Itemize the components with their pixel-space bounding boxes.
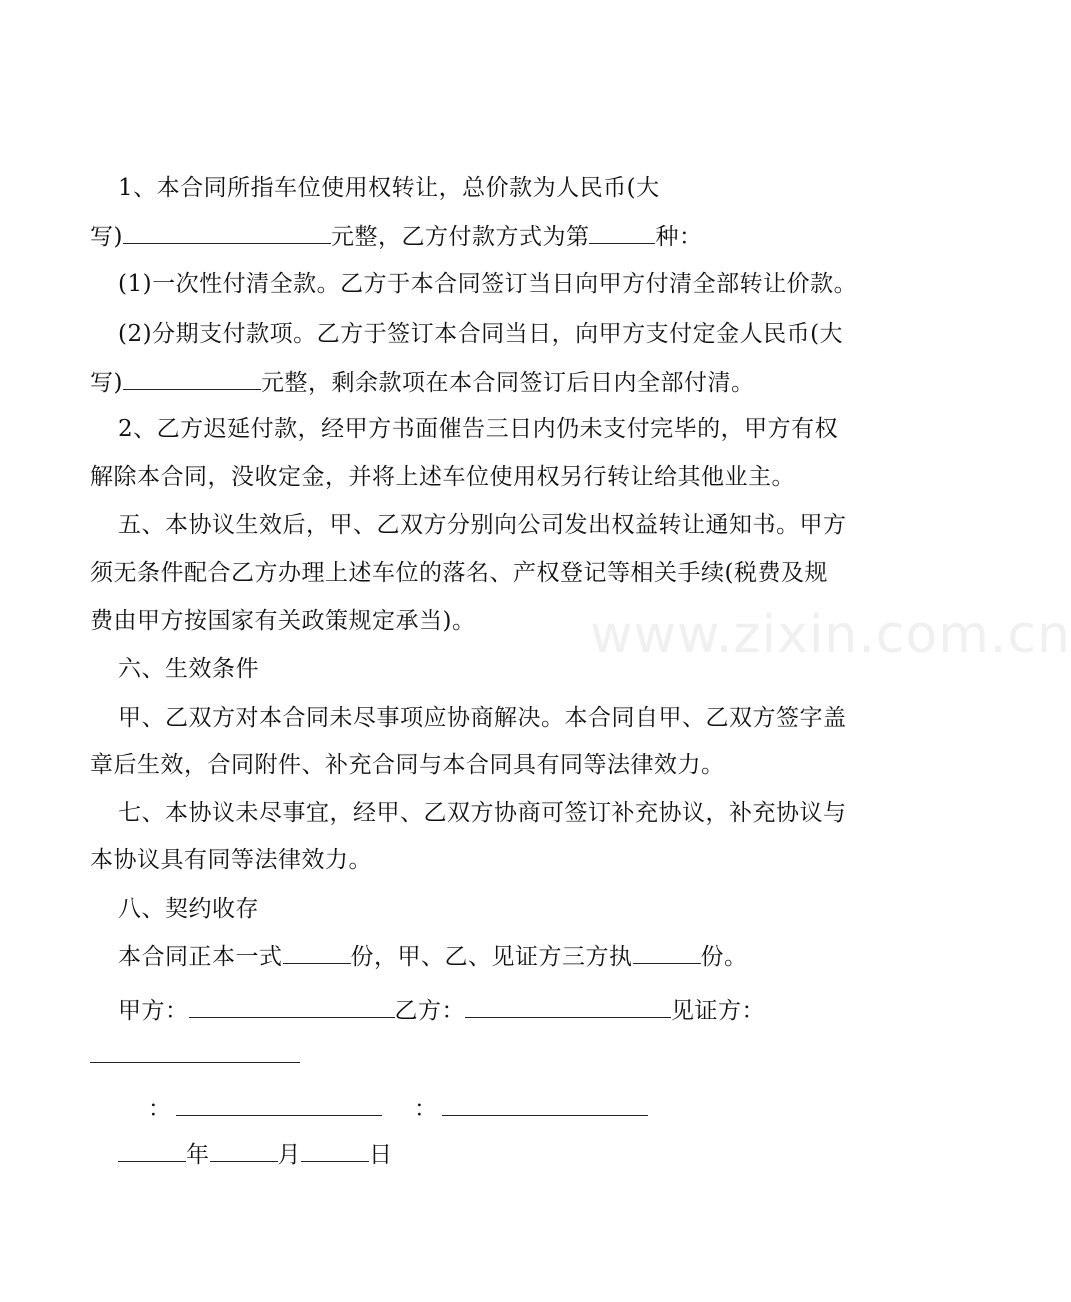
day-label: 日 xyxy=(369,1142,393,1168)
section-8-heading xyxy=(118,894,259,924)
deposit-blank[interactable] xyxy=(123,367,261,390)
month-blank[interactable] xyxy=(210,1139,278,1162)
copies-text-c: 份。 xyxy=(700,944,748,970)
option-1-text: (1)一次性付清全款。乙方于本合同签订当日向甲方付清全部转让价款。 xyxy=(118,271,858,297)
witness-label: 见证方： xyxy=(671,998,765,1024)
section-5-text-c: 费由甲方按国家有关政策规定承当)。 xyxy=(90,608,476,634)
extra-field-1-blank[interactable] xyxy=(176,1093,382,1116)
option-2-text-b: 写) xyxy=(90,370,123,396)
option-1-line xyxy=(118,269,857,299)
date-line xyxy=(118,1139,393,1170)
option-2-line-1 xyxy=(118,319,843,349)
payment-method-blank[interactable] xyxy=(589,221,655,244)
section-7-line-2 xyxy=(90,845,372,875)
clause-1-line-2 xyxy=(90,221,702,252)
total-price-blank[interactable] xyxy=(123,221,331,244)
party-a-label: 甲方： xyxy=(118,998,189,1024)
section-7-text-a: 七、本协议未尽事宜，经甲、乙双方协商可签订补充协议，补充协议与 xyxy=(118,800,847,826)
section-6-line-2 xyxy=(90,750,725,780)
section-7-line-1 xyxy=(118,798,847,828)
section-5-line-1 xyxy=(118,510,847,540)
witness-signature-line xyxy=(90,1040,300,1071)
section-5-line-3 xyxy=(90,606,475,636)
extra-field-2-colon: ： xyxy=(414,1096,438,1122)
extra-field-2 xyxy=(414,1093,648,1124)
party-b-signature-blank[interactable] xyxy=(465,995,671,1018)
section-5-text-a: 五、本协议生效后，甲、乙双方分别向公司发出权益转让通知书。甲方 xyxy=(118,512,847,538)
clause-2-line-2 xyxy=(90,462,795,492)
option-2-text-a: (2)分期支付款项。乙方于签订本合同当日，向甲方支付定金人民币(大 xyxy=(118,321,844,347)
clause-1-text-d: 种： xyxy=(655,224,703,250)
day-blank[interactable] xyxy=(301,1139,369,1162)
year-label: 年 xyxy=(186,1142,210,1168)
clause-1-line-1 xyxy=(118,173,660,203)
copies-text-b: 份，甲、乙、见证方三方执 xyxy=(350,944,633,970)
section-5-line-2 xyxy=(90,558,828,588)
party-a-signature-blank[interactable] xyxy=(189,995,395,1018)
section-6-heading xyxy=(118,654,259,684)
witness-signature-blank[interactable] xyxy=(90,1040,300,1063)
copies-text-a: 本合同正本一式 xyxy=(118,944,283,970)
section-6-text-a: 甲、乙双方对本合同未尽事项应协商解决。本合同自甲、乙双方签字盖 xyxy=(118,705,847,731)
month-label: 月 xyxy=(277,1142,301,1168)
each-party-copies-blank[interactable] xyxy=(633,941,701,964)
clause-1-text-b: 写) xyxy=(90,224,123,250)
extra-field-1-colon: ： xyxy=(148,1096,172,1122)
section-8-title: 八、契约收存 xyxy=(118,896,259,922)
option-2-line-2 xyxy=(90,367,754,398)
original-copies-blank[interactable] xyxy=(283,941,351,964)
section-7-text-b: 本协议具有同等法律效力。 xyxy=(90,847,372,873)
clause-2-text-b: 解除本合同，没收定金，并将上述车位使用权另行转让给其他业主。 xyxy=(90,464,795,490)
clause-1-text-c: 元整，乙方付款方式为第 xyxy=(330,224,590,250)
extra-field-1 xyxy=(148,1093,382,1124)
extra-field-2-blank[interactable] xyxy=(442,1093,648,1116)
watermark: www.zixin.com.cn xyxy=(590,605,1071,665)
copies-line xyxy=(118,941,748,972)
section-6-line-1 xyxy=(118,703,847,733)
clause-2-text-a: 2、乙方迟延付款，经甲方书面催告三日内仍未支付完毕的，甲方有权 xyxy=(118,416,839,442)
clause-2-line-1 xyxy=(118,414,838,444)
signature-line xyxy=(118,995,765,1026)
clause-1-text-a: 1、本合同所指车位使用权转让，总价款为人民币(大 xyxy=(118,175,660,201)
option-2-text-c: 元整，剩余款项在本合同签订后日内全部付清。 xyxy=(260,370,755,396)
party-b-label: 乙方： xyxy=(394,998,465,1024)
year-blank[interactable] xyxy=(118,1139,186,1162)
section-5-text-b: 须无条件配合乙方办理上述车位的落名、产权登记等相关手续(税费及规 xyxy=(90,560,828,586)
section-6-text-b: 章后生效，合同附件、补充合同与本合同具有同等法律效力。 xyxy=(90,752,725,778)
section-6-title: 六、生效条件 xyxy=(118,656,259,682)
